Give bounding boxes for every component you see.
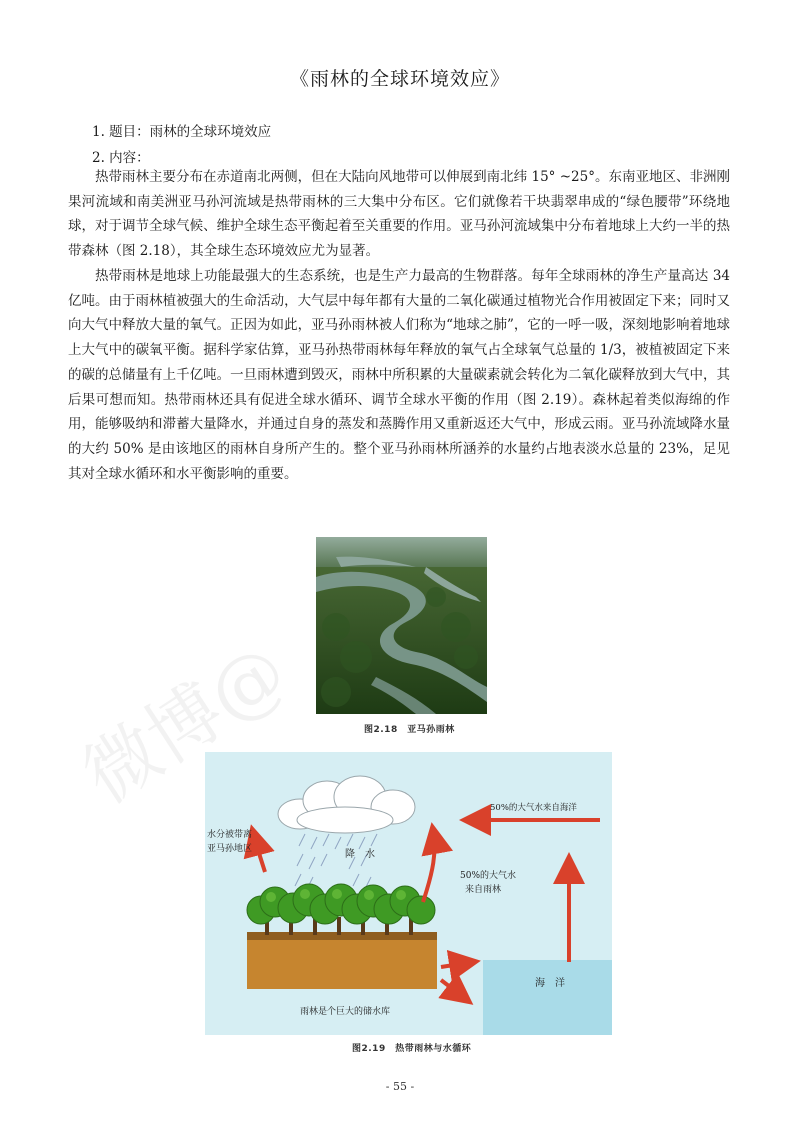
page-title: 《雨林的全球环境效应》 <box>289 68 510 90</box>
figure-2-18-caption: 图2.18 亚马孙雨林 <box>364 725 455 735</box>
label-ocean-moisture: 50%的大气水来自海洋 <box>490 803 577 813</box>
label-rainforest-moisture-line1: 50%的大气水 <box>460 871 517 881</box>
water-cycle-diagram <box>205 752 612 1035</box>
label-rain: 降 水 <box>345 849 375 860</box>
watermark: 微博@ <box>68 627 302 821</box>
label-water-leaves-line1: 水分被带离 <box>207 830 253 840</box>
amazon-rainforest-photo <box>316 537 487 714</box>
label-rainforest-moisture-line2: 来自雨林 <box>465 885 502 895</box>
paragraph-2: 热带雨林是地球上功能最强大的生态系统，也是生产力最高的生物群落。每年全球雨林的净生产量高达 34 亿吨。由于雨林植被强大的生命活动，大气层中每年都有大量的二氧化碳通过植物光合作用被固定下来；同时又向大气中释放大量的氧气。正因为如此，亚马孙雨林被人们称为“地球之肺”，它的一呼一吸，深刻地影响着地球上大气中的碳氧平衡。据科学家估算，亚马孙热带雨林每年释放的氧气占全球氧气总量的 1/3，被植被固定下来的碳的总储量有上千亿吨。一旦雨林遭到毁灭，雨林中所积累的大量碳素就会转化为二氧化碳释放到大气中，其后果可想而知。热带雨林还具有促进全球水循环、调节全球水平衡的作用（图 2.19）。森林起着类似海绵的作用，能够吸纳和滞蓄大量降水，并通过自身的蒸发和蒸腾作用又重新返还大气中，形成云雨。亚马孙流域降水量的大约 50% 是由该地区的雨林自身所产生的。整个亚马孙雨林所涵养的水量约占地表淡水总量的 23%，足见其对全球水循环和水平衡影响的重要。 <box>68 268 730 482</box>
content-line: 2. 内容： <box>92 150 150 166</box>
figure-2-19-caption: 图2.19 热带雨林与水循环 <box>352 1044 472 1054</box>
page-number: - 55 - <box>385 1080 415 1093</box>
label-water-storage: 雨林是个巨大的储水库 <box>300 1007 391 1017</box>
label-water-leaves-line2: 亚马孙地区 <box>207 844 253 854</box>
label-ocean: 海 洋 <box>535 978 565 989</box>
paragraph-1: 热带雨林主要分布在赤道南北两侧，但在大陆向风地带可以伸展到南北纬 15° ~25°。东南亚地区、非洲刚果河流域和南美洲亚马孙河流域是热带雨林的三大集中分布区。它们就像若干块翡翠串成的“绿色腰带”环绕地球，对于调节全球气候、维护全球生态平衡起着至关重要的作用。亚马孙河流域集中分布着地球上大约一半的热带森林（图 2.18），其全球生态环境效应尤为显著。 <box>68 169 730 260</box>
topic-line: 1. 题目：雨林的全球环境效应 <box>92 124 272 140</box>
soil-layer <box>247 932 437 989</box>
ocean-block <box>483 960 612 1035</box>
